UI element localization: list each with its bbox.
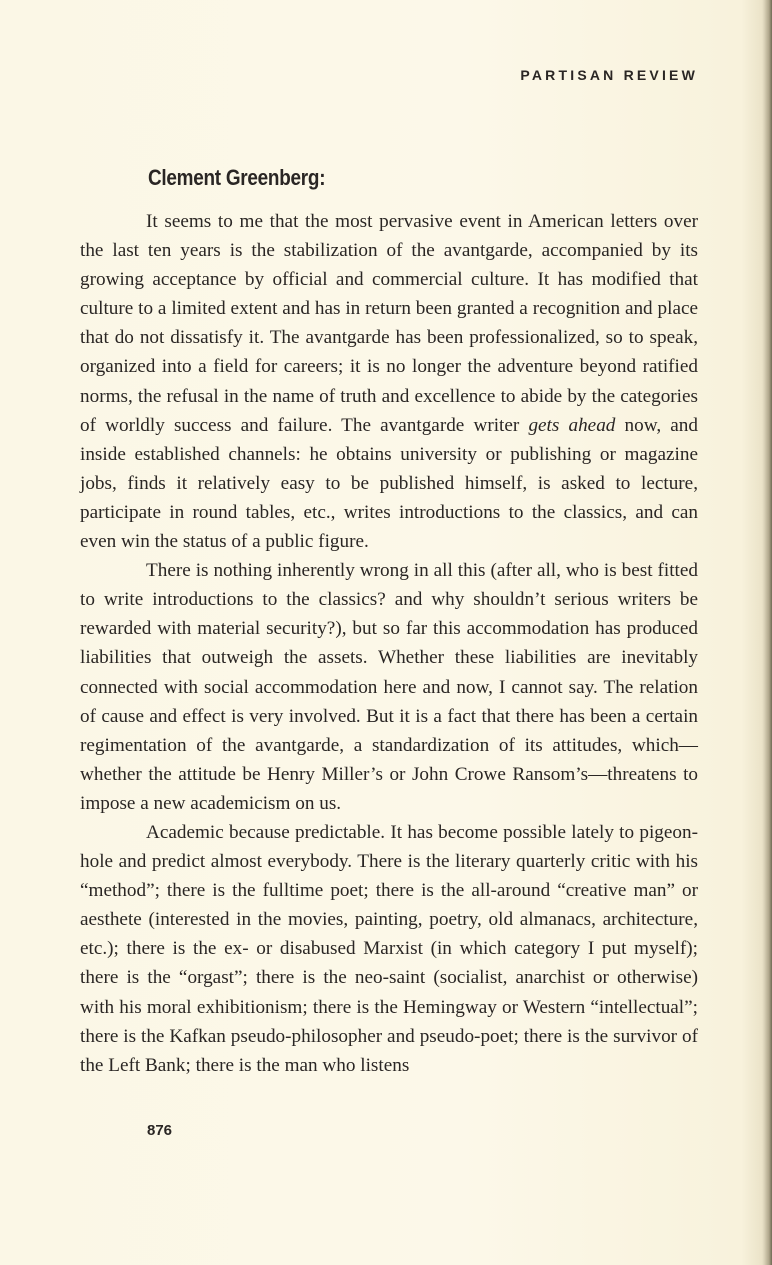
paragraph-1-text-a: It seems to me that the most pervasive event in American letters over the last ten years is the stabilization of the avantgarde, accompanied by its growing acceptance by official and commercial culture. It has modified that culture to a limited extent and has in return been granted a recognition and place that do not dissatisfy it. The avantgarde has been professionalized, so to speak, organized into a field for careers; it is no longer the adventure beyond ratified norms, the refusal in the name of truth and excellence to abide by the categories of worldly success and failure. The avantgarde writer bbox=[80, 211, 698, 436]
paragraph-2: There is nothing inherently wrong in all this (after all, who is best fitted to write introductions to the classics? and why shouldn’t serious writers be rewarded with material security?), but so far this accommodation has produced liabilities that outweigh the assets. Whether these liabilities are inevitably connected with social accommodation here and now, I cannot say. The relation of cause and effect is very involved. But it is a fact that there has been a certain regimentation of the avantgarde, a standardization of its attitudes, which—whether the attitude be Henry Miller’s or John Crowe Ransom’s—threatens to impose a new academicism on us. bbox=[80, 560, 698, 814]
page-edge-shadow bbox=[762, 0, 772, 1265]
page-number: 876 bbox=[147, 1122, 173, 1139]
paragraph-1 bbox=[80, 207, 698, 556]
article-body bbox=[80, 207, 698, 1080]
paragraph-1-emphasis: gets ahead bbox=[528, 414, 616, 436]
paragraph-1-text-b: now, and inside established channels: he obtains university or publishing or magazine jobs, finds it relatively easy to be published himself, is asked to lecture, participate in round tables, etc., writes introductions to the classics, and can even win the status of a public figure. bbox=[80, 414, 698, 553]
author-heading: Clement Greenberg: bbox=[148, 165, 326, 190]
paragraph-3: Academic because predictable. It has become possible lately to pigeon-hole and predict almost everybody. There is the literary quarterly critic with his “method”; there is the fulltime poet; there is the all-around “creative man” or aesthete (interested in the movies, painting, poetry, old almanacs, architecture, etc.); there is the ex- or disabused Marxist (in which category I put myself); there is the “orgast”; there is the neo-saint (socialist, anarchist or otherwise) with his moral exhibitionism; there is the Hemingway or Western “intellectual”; there is the Kafkan pseudo-philosopher and pseudo-poet; there is the survivor of the Left Bank; there is the man who listens bbox=[80, 821, 698, 1076]
running-head: PARTISAN REVIEW bbox=[520, 67, 698, 83]
